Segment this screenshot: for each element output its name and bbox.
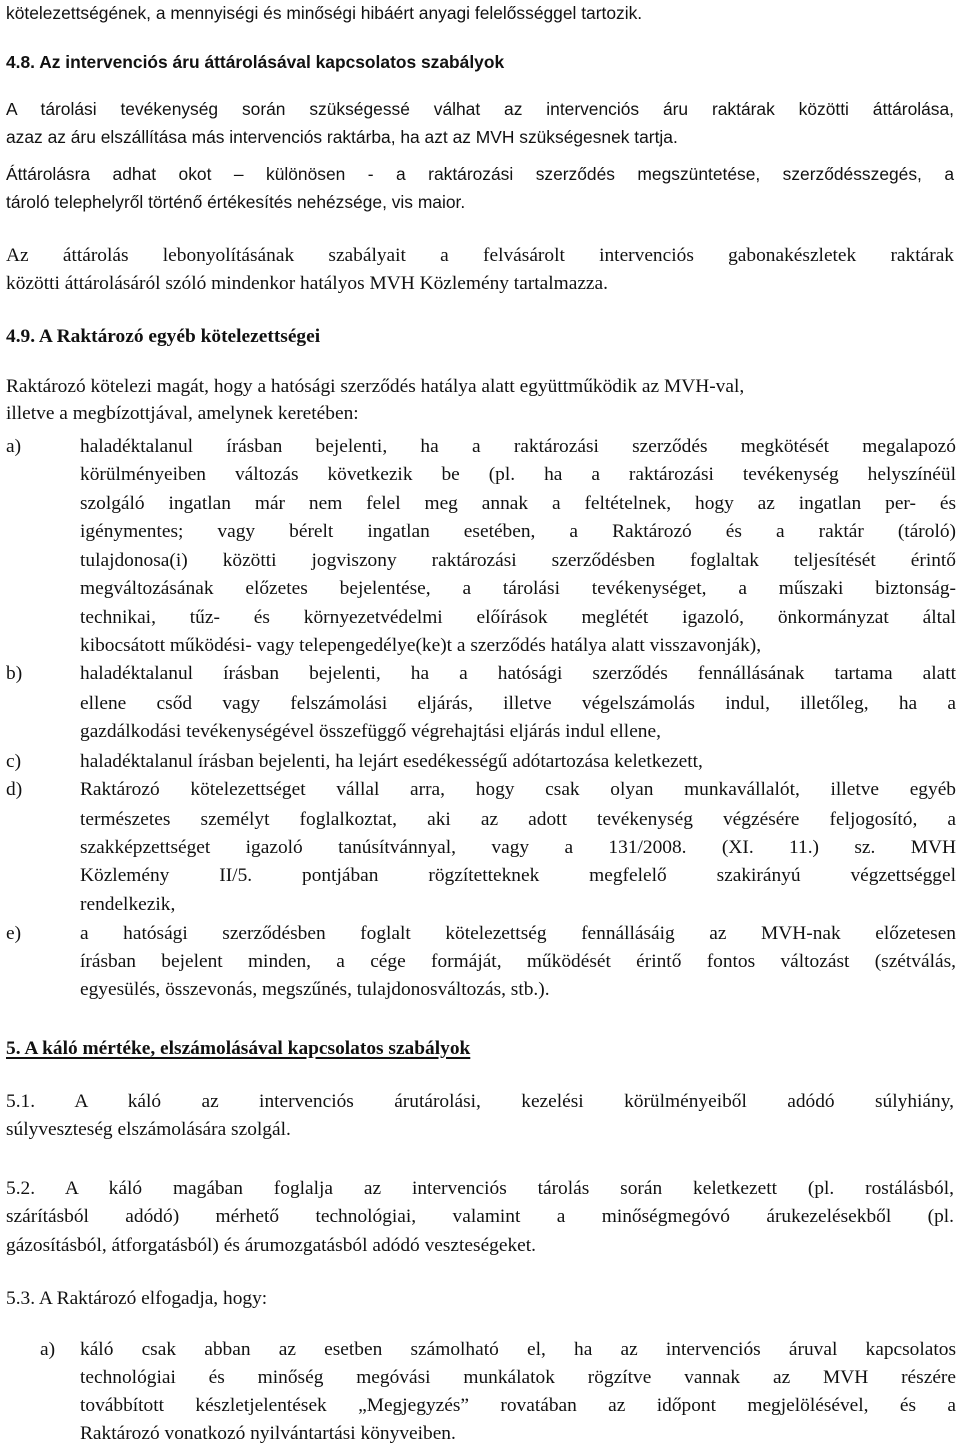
text-line: azaz az áru elszállítása más intervenciós raktárba, ha azt az MVH szükségesnek tartja. [6,127,678,147]
text-line: írásban bejelent minden, a cége formáját, működését érintő fontos változást (szétválás, [80,951,956,972]
text-line: Az áttárolás lebonyolításának szabályait a felvásárolt intervenciós gabonakészletek raktárak [6,245,954,266]
list-label: a) [6,436,22,457]
text-line: rendelkezik, [80,894,176,915]
text-line: gázosításból, átforgatásból) és árumozgatásból adódó veszteségeket. [6,1235,537,1256]
text-line: szolgáló ingatlan már nem felel meg annak a feltételnek, hogy az ingatlan per- és [80,493,956,514]
list-label: e) [6,923,22,944]
text-line: 5.1. A káló az intervenciós árutárolási, kezelési körülményeiből adódó súlyhiány, [6,1091,954,1112]
text-line: technikai, tűz- és környezetvédelmi előírások meglétét igazoló, önkormányzat által [80,607,956,628]
list-label: c) [6,751,22,772]
continuation-line: kötelezettségének, a mennyiségi és minőségi hibáért anyagi felelősséggel tartozik. [6,3,643,23]
text-line: ellene csőd vagy felszámolási eljárás, illetve végelszámolás indul, illetőleg, ha a [80,693,956,714]
text-line: Raktározó kötelezi magát, hogy a hatósági szerződés hatálya alatt együttműködik az MVH-val, [6,376,745,397]
text-line: A tárolási tevékenység során szükségessé válhat az intervenciós áru raktárak közötti áttárolása, [6,99,954,119]
text-line: tároló telephelyről történő értékesítés nehézsége, vis maior. [6,192,466,212]
text-line: haladéktalanul írásban bejelenti, ha lejárt esedékességű adótartozása keletkezett, [80,751,703,772]
list-label: a) [40,1339,56,1360]
text-line: a hatósági szerződésben foglalt kötelezettség fennállásáig az MVH-nak előzetesen [80,923,956,944]
text-line: Raktározó kötelezettséget vállal arra, hogy csak olyan munkavállalót, illetve egyéb [80,779,956,800]
text-line: Közlemény II/5. pontjában rögzítetteknek megfelelő szakirányú végzettséggel [80,865,956,886]
text-line: technológiai és minőség megóvási munkálatok rögzítve vannak az MVH részére [80,1367,956,1388]
text-line: haladéktalanul írásban bejelenti, ha a hatósági szerződés fennállásának tartama alatt [80,663,956,684]
text-line: Áttárolásra adhat okot – különösen - a raktározási szerződés megszüntetése, szerződésszegés, a [6,164,954,184]
section-heading-4-9: 4.9. A Raktározó egyéb kötelezettségei [6,326,321,347]
list-label: d) [6,779,23,800]
text-line: igénymentes; vagy bérelt ingatlan esetében, a Raktározó és a raktár (tároló) [80,521,956,542]
text-line: közötti áttárolásáról szóló mindenkor hatályos MVH Közlemény tartalmazza. [6,273,608,294]
text-line: egyesülés, összevonás, megszűnés, tulajdonosváltozás, stb.). [80,979,550,1000]
text-line: kibocsátott működési- vagy telepengedélye(ke)t a szerződés hatálya alatt visszavonják), [80,635,762,656]
text-line: tulajdonosa(i) közötti jogviszony raktározási szerződésben foglaltak teljesítését érintő [80,550,956,571]
text-line: haladéktalanul írásban bejelenti, ha a raktározási szerződés megkötését megalapozó [80,436,956,457]
text-line: természetes személyt foglalkoztat, aki az adott tevékenység végzésére feljogosító, a [80,809,956,830]
text-line: gazdálkodási tevékenységével összefüggő végrehajtási eljárás indul ellene, [80,721,661,742]
text-line: káló csak abban az esetben számolható el, ha az intervenciós áruval kapcsolatos [80,1339,956,1360]
text-line: továbbított készletjelentések „Megjegyzés” rovatában az időpont megjelölésével, és a [80,1395,956,1416]
list-label: b) [6,663,23,684]
text-line: illetve a megbízottjával, amelynek keretében: [6,403,359,424]
text-line: 5.2. A káló magában foglalja az intervenciós tárolás során keletkezett (pl. rostálásból, [6,1178,954,1199]
section-heading-5: 5. A káló mértéke, elszámolásával kapcsolatos szabályok [6,1038,471,1059]
text-line: megváltozásának előzetes bejelentése, a tárolási tevékenységet, a műszaki biztonság- [80,578,956,599]
text-line: súlyveszteség elszámolására szolgál. [6,1119,291,1140]
section-heading-4-8: 4.8. Az intervenciós áru áttárolásával kapcsolatos szabályok [6,52,505,72]
text-line: szakképzettséget igazoló tanúsítvánnyal, vagy a 131/2008. (XI. 11.) sz. MVH [80,837,956,858]
text-line: Raktározó vonatkozó nyilvántartási könyveiben. [80,1423,456,1444]
text-line: körülményeiben változás következik be (pl. ha a raktározási tevékenység helyszínéül [80,464,956,485]
text-line: szárításból adódó) mérhető technológiai, valamint a minőségmegóvó árukezelésekből (pl. [6,1206,954,1227]
paragraph-5-3: 5.3. A Raktározó elfogadja, hogy: [6,1288,268,1309]
